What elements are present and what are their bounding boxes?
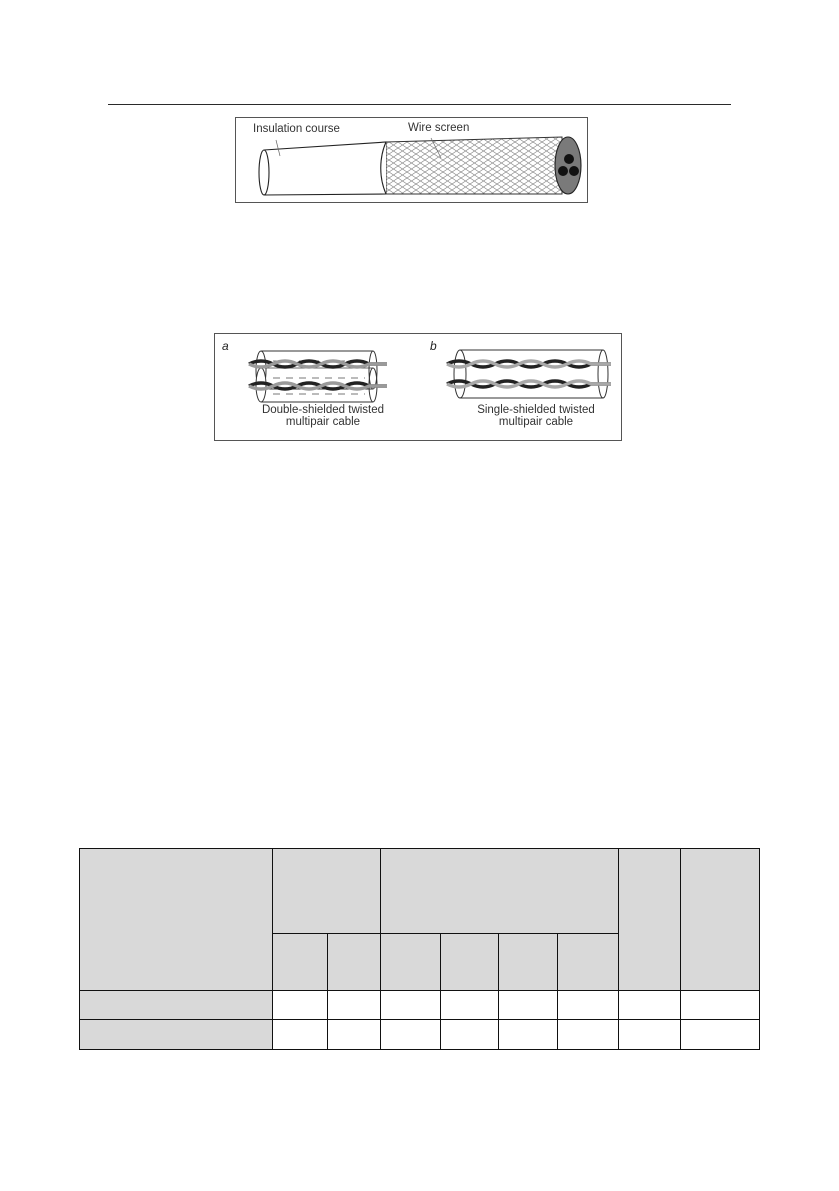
double-shielded-caption-line1: Double-shielded twisted — [261, 404, 385, 416]
twisted-cable-figure — [214, 333, 622, 441]
table-cell — [499, 1020, 558, 1050]
single-shielded-caption-line2: multipair cable — [498, 416, 574, 428]
table-cell — [499, 991, 558, 1020]
table-subheader-cell — [441, 934, 499, 991]
table-header-cell — [80, 849, 273, 991]
table-row-label — [80, 991, 273, 1020]
double-shielded-caption — [243, 404, 403, 428]
table-row — [80, 991, 760, 1020]
table-header-cell — [381, 849, 619, 934]
spec-table — [79, 848, 760, 1050]
table-header-cell — [619, 849, 681, 991]
table-cell — [381, 1020, 441, 1050]
table-row-label — [80, 1020, 273, 1050]
table-cell — [381, 991, 441, 1020]
single-shielded-caption — [456, 404, 616, 428]
table-cell — [619, 991, 681, 1020]
header-rule — [108, 104, 731, 105]
table-cell — [681, 1020, 760, 1050]
table-cell — [619, 1020, 681, 1050]
table-cell — [558, 991, 619, 1020]
table-cell — [441, 1020, 499, 1050]
single-shielded-cable — [447, 350, 611, 398]
double-shielded-caption-line2: multipair cable — [285, 416, 361, 428]
double-shielded-cable — [249, 351, 387, 402]
table-header-cell — [273, 849, 381, 934]
table-subheader-cell — [499, 934, 558, 991]
table-cell — [441, 991, 499, 1020]
table-cell — [328, 991, 381, 1020]
insulation-course-label: Insulation course — [253, 123, 340, 135]
panel-b-tag: b — [430, 339, 437, 353]
table-subheader-cell — [381, 934, 441, 991]
table-cell — [558, 1020, 619, 1050]
panel-a-tag: a — [222, 339, 229, 353]
table-cell — [273, 1020, 328, 1050]
single-shielded-caption-line1: Single-shielded twisted — [477, 404, 595, 416]
table-subheader-cell — [273, 934, 328, 991]
table-cell — [328, 1020, 381, 1050]
table-header-cell — [681, 849, 760, 991]
table-row — [80, 1020, 760, 1050]
table-header-row-1 — [80, 849, 760, 934]
wire-screen-label: Wire screen — [408, 122, 470, 134]
table-cell — [273, 991, 328, 1020]
table-subheader-cell — [558, 934, 619, 991]
shielded-cable-figure — [235, 117, 588, 203]
table-subheader-cell — [328, 934, 381, 991]
table-cell — [681, 991, 760, 1020]
